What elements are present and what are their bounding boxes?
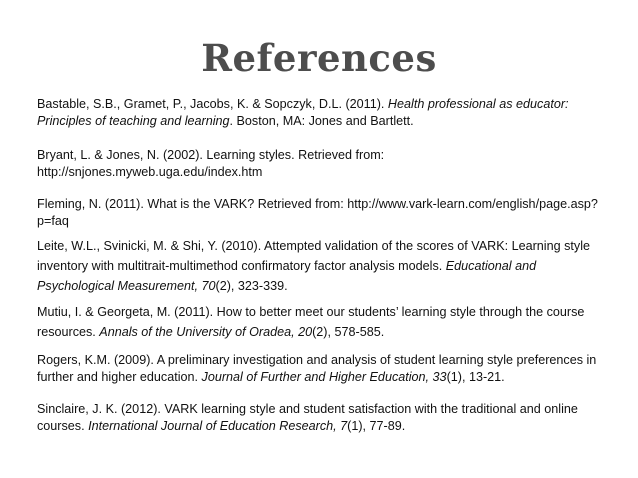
reference-italic: Health professional as educator: Principles of teaching and learning [37,97,569,128]
reference-italic: International Journal of Education Research, 7 [88,419,348,433]
reference-item [37,401,607,435]
reference-item [37,147,607,181]
reference-item [37,302,607,342]
reference-italic: Annals of the University of Oradea, 20 [99,325,313,339]
reference-italic: Journal of Further and Higher Education, 33 [201,370,447,384]
reference-text-end: (1), 77-89. [347,419,406,433]
reference-item [37,352,607,386]
reference-text: Sinclaire, J. K. (2012). VARK learning style and student satisfaction with the traditional and online courses. [37,402,578,433]
reference-text: Leite, W.L., Svinicki, M. & Shi, Y. (2010). Attempted validation of the scores of VARK: Learning style inventory with multitrait-multimethod confirmatory factor analysis models. [37,239,591,273]
reference-text: Mutiu, I. & Georgeta, M. (2011). How to better meet our students’ learning style through the course resources. [37,305,585,339]
reference-text-end: (2), 323-339. [215,279,288,293]
reference-item [37,236,607,296]
reference-text: Bastable, S.B., Gramet, P., Jacobs, K. & Sopczyk, D.L. (2011). [37,97,388,111]
reference-item [37,96,607,130]
reference-text: Bryant, L. & Jones, N. (2002). Learning styles. Retrieved from: http://snjones.myweb.uga.edu/index.htm [37,148,385,179]
reference-item [37,196,607,230]
reference-italic: Educational and Psychological Measurement, 70 [37,259,537,293]
reference-text-end: (2), 578-585. [312,325,385,339]
reference-text-end: (1), 13-21. [446,370,505,384]
page-title: References [201,36,437,80]
reference-text: Fleming, N. (2011). What is the VARK? Retrieved from: http://www.vark-learn.com/english/page.asp?p=faq [37,197,598,228]
reference-text-end: . Boston, MA: Jones and Bartlett. [229,114,414,128]
reference-text: Rogers, K.M. (2009). A preliminary investigation and analysis of student learning style preferences in further and higher education. [37,353,597,384]
